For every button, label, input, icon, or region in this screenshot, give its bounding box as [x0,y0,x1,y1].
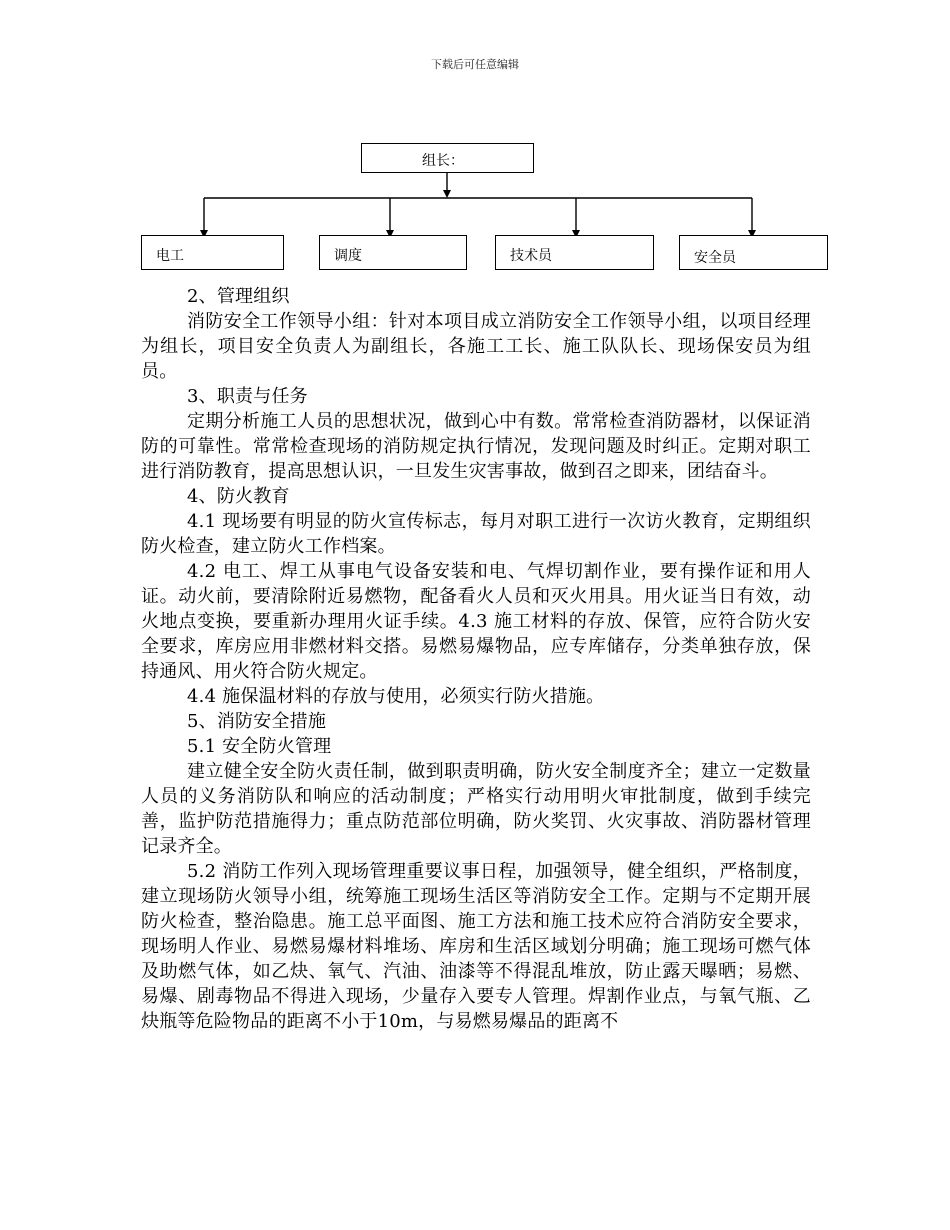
section-heading: 3、职责与任务 [187,386,308,407]
paragraph: 4.2 电工、焊工从事电气设备安装和电、气焊切割作业，要有操作证和用人证。动火前，要清除附近易燃物，配备看火人员和灭火用具。用火证当日有效，动火地点变换，要重新办理用火证手续。4.3 施工材料的存放、保管，应符合防火安全要求，库房应用非燃材料交搭。易燃易爆物品，应专库储存，分类单独存放，保持通风、用火符合防火规定。 [141,561,811,682]
section-heading: 4、防火教育 [187,486,290,507]
arrow-head-icon [443,190,451,198]
subsection-heading: 5.1 安全防火管理 [187,736,332,757]
paragraph: 建立健全安全防火责任制，做到职责明确，防火安全制度齐全；建立一定数量人员的义务消防队和响应的活动制度；严格实行动用明火审批制度，做到手续完善，监护防范措施得力；重点防范部位明确，防火奖罚、火灾事故、消防器材管理记录齐全。 [141,761,811,857]
org-child-box [679,235,828,270]
org-child-label: 安全员 [694,250,736,266]
paragraph: 定期分析施工人员的思想状况，做到心中有数。常常检查消防器材，以保证消防的可靠性。常常检查现场的消防规定执行情况，发现问题及时纠正。定期对职工进行消防教育，提高思想认识，一旦发生灾害事故，做到召之即来，团结奋斗。 [141,411,811,482]
org-child-box [495,235,654,270]
paragraph: 4.1 现场要有明显的防火宣传标志，每月对职工进行一次访火教育，定期组织防火检查，建立防火工作档案。 [141,511,811,557]
org-child-label: 调度 [334,248,362,264]
org-child-box [319,235,467,270]
org-root-label: 组长： [422,153,464,169]
paragraph: 消防安全工作领导小组：针对本项目成立消防安全工作领导小组，以项目经理为组长，项目安全负责人为副组长，各施工工长、施工队队长、现场保安员为组员。 [141,311,811,382]
paragraph: 4.4 施保温材料的存放与使用，必须实行防火措施。 [187,686,605,707]
org-child-label: 技术员 [510,248,552,264]
org-child-label: 电工 [156,248,184,264]
document-body [141,284,811,1034]
section-heading: 2、管理组织 [187,286,290,307]
section-heading: 5、消防安全措施 [187,711,327,732]
org-child-box [141,235,284,270]
page-header: 下载后可任意编辑 [431,58,519,71]
org-root-box [361,143,534,173]
paragraph: 5.2 消防工作列入现场管理重要议事日程，加强领导，健全组织，严格制度，建立现场防火领导小组，统筹施工现场生活区等消防安全工作。定期与不定期开展防火检查，整治隐患。施工总平面图、施工方法和施工技术应符合消防安全要求，现场明人作业、易燃易爆材料堆场、库房和生活区域划分明确；施工现场可燃气体及助燃气体，如乙炔、氧气、汽油、油漆等不得混乱堆放，防止露天曝晒；易燃、易爆、剧毒物品不得进入现场，少量存入要专人管理。焊割作业点，与氧气瓶、乙炔瓶等危险物品的距离不小于10m，与易燃易爆品的距离不 [141,861,811,1032]
